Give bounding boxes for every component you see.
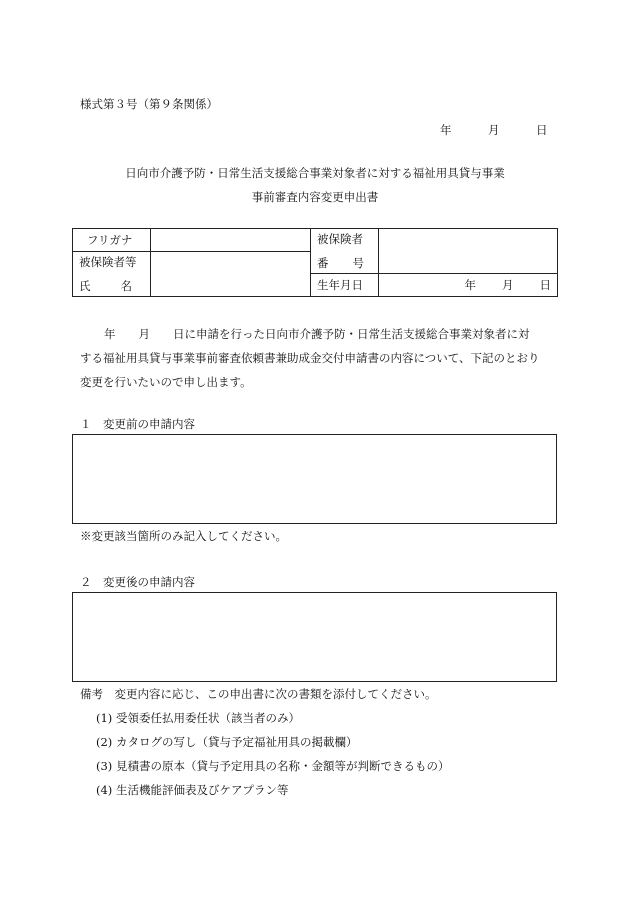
furigana-label: フリガナ	[73, 229, 151, 252]
dob-label: 生年月日	[311, 274, 379, 297]
body-text-line-2: する福祉用具貸与事業事前審査依頼書兼助成金交付申請書の内容について、下記のとおり	[80, 351, 540, 365]
insured-number-label: 被保険者 番 号	[311, 229, 379, 274]
date-month-label: 月	[488, 123, 500, 137]
section1-note: ※変更該当箇所のみ記入してください。	[80, 529, 287, 543]
dob-month-label: 月	[502, 278, 514, 292]
remarks-item: (3) 見積書の原本（貸与予定用具の名称・金額等が判断できるもの）	[96, 759, 450, 773]
remarks-title: 備考 変更内容に応じ、この申出書に次の書類を添付してください。	[80, 687, 437, 701]
remarks-item: (4) 生活機能評価表及びケアプラン等	[96, 783, 289, 797]
dob-day-label: 日	[539, 278, 551, 292]
date-day-label: 日	[536, 123, 548, 137]
body-text-line-3: 変更を行いたいので申し出ます。	[80, 375, 252, 389]
dob-year-label: 年	[464, 278, 476, 292]
insured-name-label: 被保険者等 氏 名	[73, 252, 151, 297]
applicant-info-table	[72, 228, 558, 297]
dob-field[interactable]	[379, 274, 558, 297]
section1-heading: １ 変更前の申請内容	[80, 417, 195, 431]
remarks-item: (2) カタログの写し（貸与予定福祉用具の掲載欄）	[96, 735, 358, 749]
furigana-field[interactable]	[151, 229, 311, 252]
before-change-box[interactable]	[72, 434, 557, 524]
date-year-label: 年	[440, 123, 452, 137]
section2-heading: ２ 変更後の申請内容	[80, 575, 195, 589]
title-line-2: 事前審査内容変更申出書	[251, 190, 379, 204]
after-change-box[interactable]	[72, 592, 557, 682]
title-line-1: 日向市介護予防・日常生活支援総合事業対象者に対する福祉用具貸与事業	[125, 166, 505, 180]
form-number: 様式第３号（第９条関係）	[80, 97, 218, 111]
body-text-line-1: 年 月 日に申請を行った日向市介護予防・日常生活支援総合事業対象者に対	[104, 327, 530, 341]
remarks-item: (1) 受領委任払用委任状（該当者のみ）	[96, 711, 300, 725]
insured-name-field[interactable]	[151, 252, 311, 297]
insured-number-field[interactable]	[379, 229, 558, 274]
